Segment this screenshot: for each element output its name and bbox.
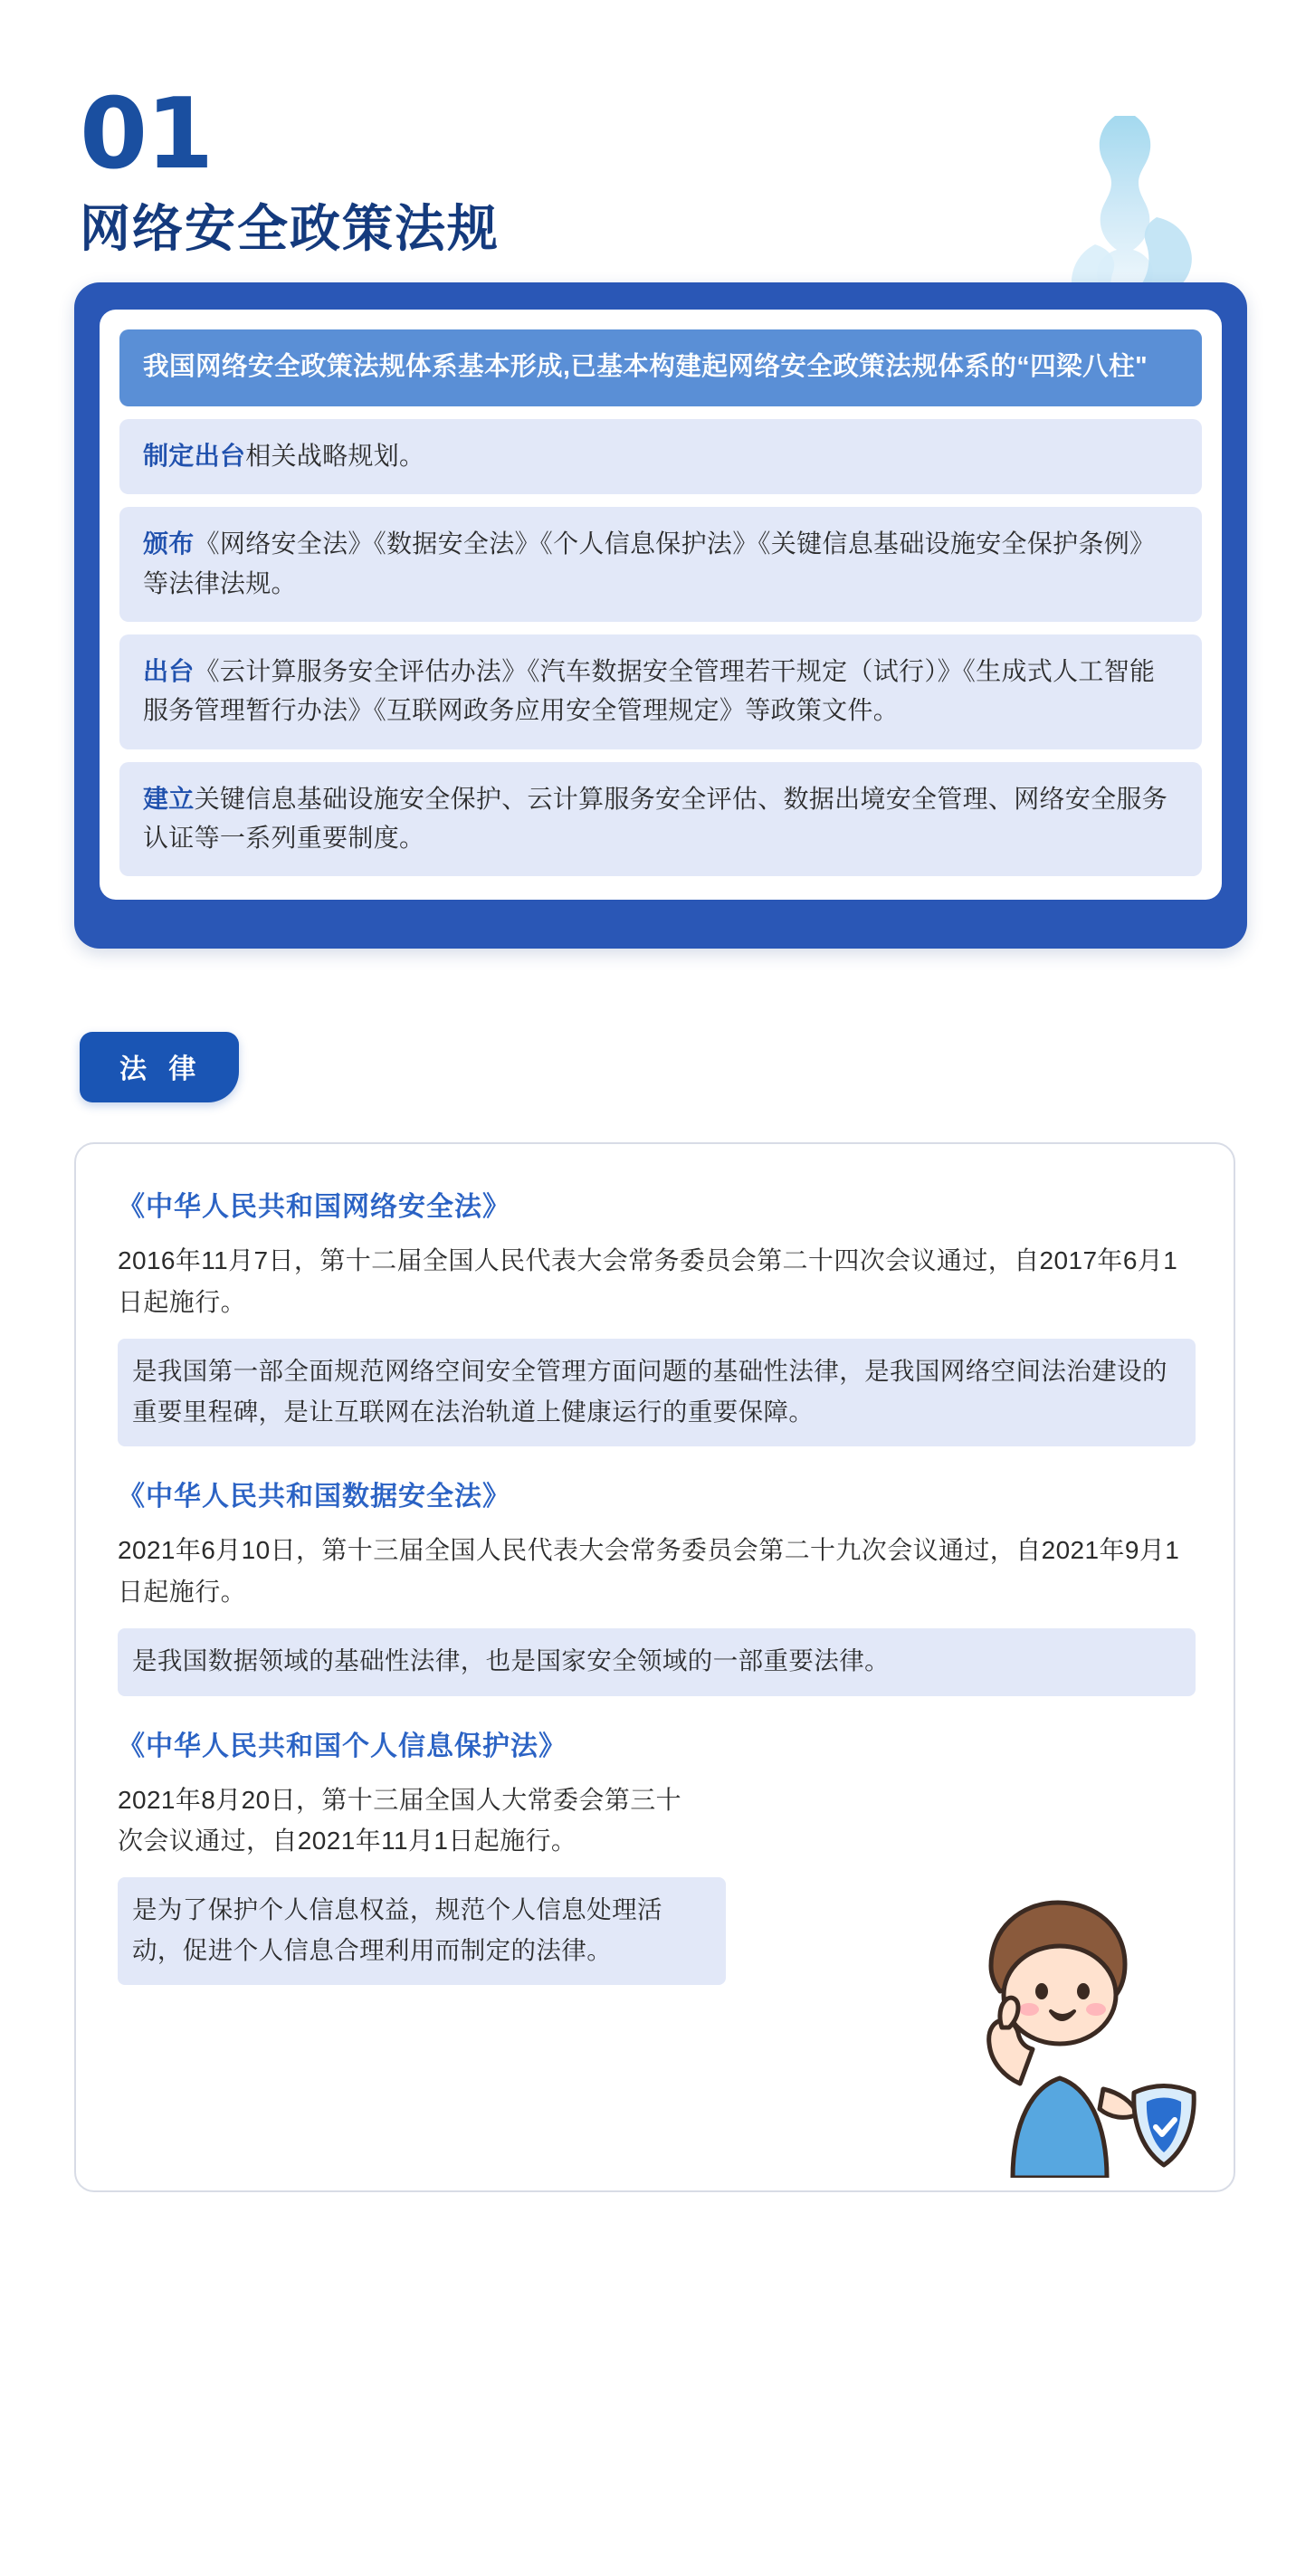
law-description: 是我国第一部全面规范网络空间安全管理方面问题的基础性法律，是我国网络空间法治建设的重要里程碑，是让互联网在法治轨道上健康运行的重要保障。 [118, 1339, 1196, 1446]
section-number: 01 [80, 78, 213, 191]
law-title: 《中华人民共和国网络安全法》 [118, 1192, 510, 1223]
policy-row-text: 《网络安全法》《数据安全法》《个人信息保护法》《关键信息基础设施安全保护条例》等法律法规。 [143, 530, 1156, 597]
policy-row-text: 关键信息基础设施安全保护、云计算服务安全评估、数据出境安全管理、网络安全服务认证等一系列重要制度。 [143, 784, 1168, 853]
section-tag-law: 法 律 [80, 1032, 239, 1102]
section-tag-row [80, 1032, 1315, 1102]
page-title: 网络安全政策法规 [80, 200, 500, 257]
law-meta: 2021年6月10日，第十三届全国人民代表大会常务委员会第二十九次会议通过，自2021年9月1日起施行。 [118, 1536, 1180, 1606]
law-entry [118, 1184, 1196, 1446]
policy-row [119, 507, 1202, 622]
law-meta: 2021年8月20日，第十三届全国人大常委会第三十次会议通过，自2021年11月1日起施行。 [118, 1785, 682, 1855]
law-title: 《中华人民共和国数据安全法》 [118, 1482, 510, 1512]
policy-row-text: 《云计算服务安全评估办法》《汽车数据安全管理若干规定（试行）》《生成式人工智能服务管理暂行办法》《互联网政务应用安全管理规定》等政策文件。 [143, 656, 1156, 725]
law-entry [118, 1474, 1196, 1695]
policy-row-lead: 制定出台 [143, 441, 246, 470]
law-meta: 2016年11月7日，第十二届全国人民代表大会常务委员会第二十四次会议通过，自2017年6月1日起施行。 [118, 1246, 1178, 1316]
law-card [74, 1142, 1235, 2192]
policy-row [119, 419, 1202, 494]
policy-row [119, 762, 1202, 877]
policy-panel [74, 282, 1247, 949]
policy-row-lead: 颁布 [143, 530, 195, 558]
policy-row-lead: 建立 [143, 784, 195, 813]
law-description: 是我国数据领域的基础性法律，也是国家安全领域的一部重要法律。 [118, 1628, 1196, 1696]
law-title: 《中华人民共和国个人信息保护法》 [118, 1731, 567, 1761]
law-description: 是为了保护个人信息权益，规范个人信息处理活动，促进个人信息合理利用而制定的法律。 [118, 1877, 726, 1985]
policy-panel-headline: 我国网络安全政策法规体系基本形成,已基本构建起网络安全政策法规体系的“四梁八柱" [119, 329, 1202, 406]
policy-panel-outer [74, 282, 1247, 949]
law-entry [118, 1723, 1196, 1986]
policy-row [119, 634, 1202, 749]
policy-row-text: 相关战略规划。 [245, 441, 425, 470]
header [0, 0, 1315, 272]
policy-row-lead: 出台 [143, 656, 195, 685]
policy-panel-inner [100, 310, 1222, 900]
